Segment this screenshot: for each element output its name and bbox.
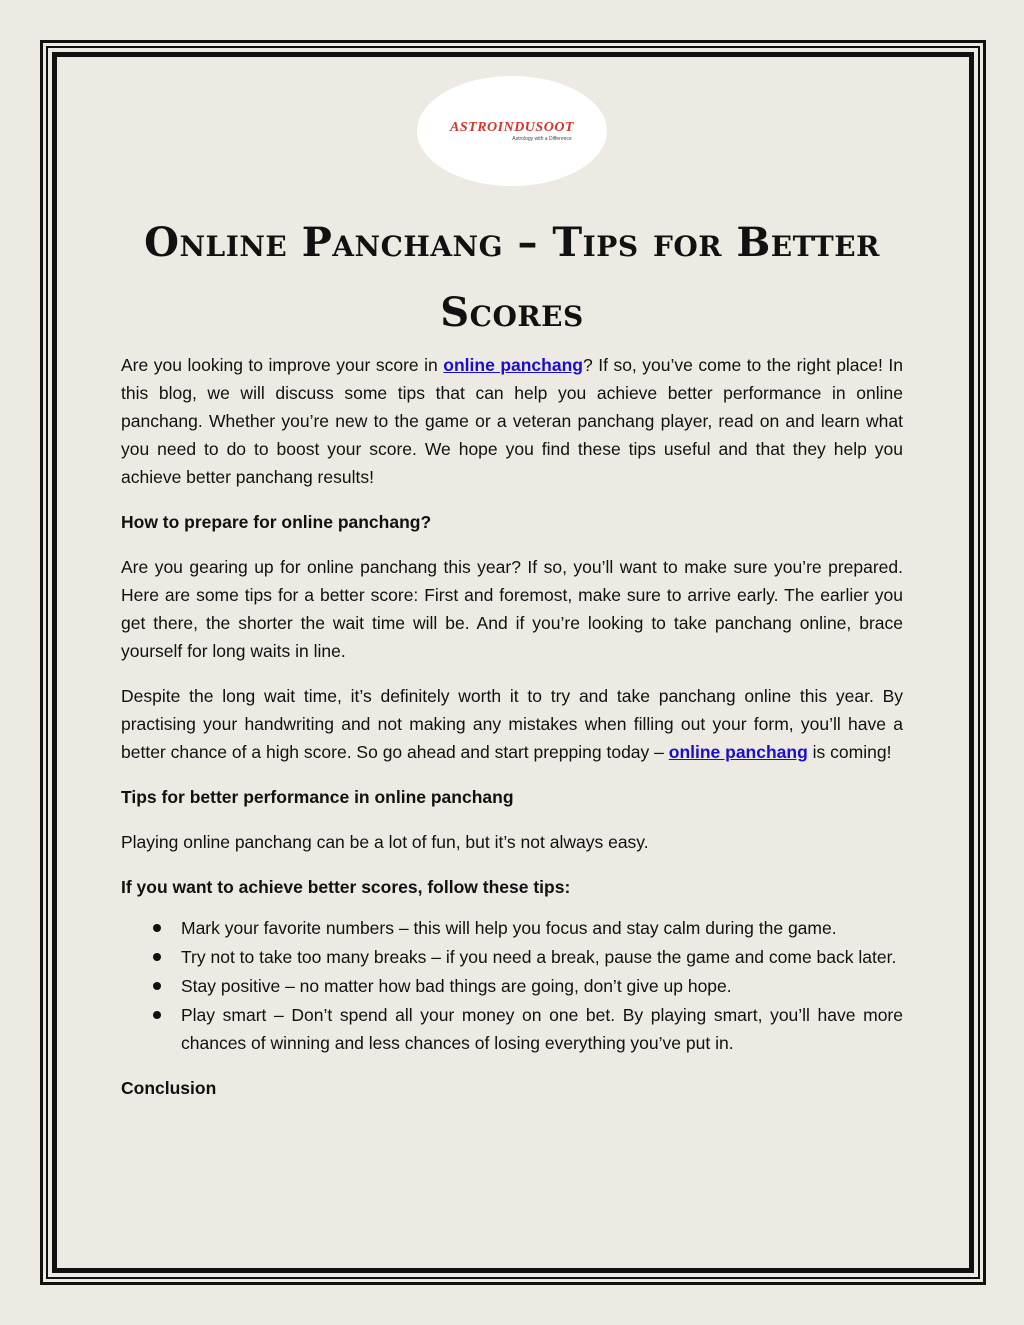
prepare-paragraph-1: Are you gearing up for online panchang this year? If so, you’ll want to make sure you’re prepared. Here are some tips for a better score: First and foremost, make sure to arrive early. The earlier you get there, the shorter the wait time will be. And if you’re looking to take panchang online, brace yourself for long waits in line.: [121, 557, 903, 661]
bullet-icon: [153, 953, 161, 961]
article-body: [121, 351, 903, 1119]
list-item: [121, 914, 903, 942]
page-title: Online Panchang – Tips for Better Scores: [144, 219, 880, 336]
bullet-icon: [153, 982, 161, 990]
tips-intro-paragraph: Playing online panchang can be a lot of fun, but it’s not always easy.: [121, 832, 649, 852]
list-item: [121, 943, 903, 971]
online-panchang-link[interactable]: online panchang: [443, 355, 583, 375]
tips-subheading: If you want to achieve better scores, follow these tips:: [121, 877, 571, 897]
logo-tagline: Astrology with a Difference: [512, 135, 572, 142]
section-heading-tips: Tips for better performance in online panchang: [121, 787, 514, 807]
tip-text: Try not to take too many breaks – if you need a break, pause the game and come back later.: [181, 947, 897, 967]
logo-wordmark: ASTROINDUSOOT: [450, 119, 574, 135]
bullet-icon: [153, 924, 161, 932]
list-item: [121, 1001, 903, 1057]
bullet-icon: [153, 1011, 161, 1019]
tip-text: Mark your favorite numbers – this will help you focus and stay calm during the game.: [181, 918, 837, 938]
prepare-text-end: is coming!: [807, 742, 892, 762]
conclusion-heading: Conclusion: [121, 1078, 217, 1098]
intro-text-start: Are you looking to improve your score in: [121, 355, 444, 375]
tip-text: Play smart – Don’t spend all your money on one bet. By playing smart, you’ll have more chances of winning and less chances of losing everything you’ve put in.: [181, 1005, 903, 1053]
online-panchang-link-2[interactable]: online panchang: [668, 742, 808, 762]
tip-text: Stay positive – no matter how bad things are going, don’t give up hope.: [181, 976, 732, 996]
intro-paragraph: [121, 351, 903, 491]
tips-list: [121, 914, 903, 1057]
list-item: [121, 972, 903, 1000]
section-heading-prepare: How to prepare for online panchang?: [121, 512, 432, 532]
astroindusoot-logo: [417, 76, 607, 186]
intro-text-end: ? If so, you’ve come to the right place! In this blog, we will discuss some tips that can help you achieve better performance in online panchang. Whether you’re new to the game or a veteran panchang player, read on and learn what you need to do to boost your score. We hope you find these tips useful and that they help you achieve better panchang results!: [121, 355, 903, 487]
prepare-paragraph-2: [121, 682, 903, 766]
prepare-text-start: Despite the long wait time, it’s definitely worth it to try and take panchang online this year. By practising your handwriting and not making any mistakes when filling out your form, you’ll have a better chance of a high score. So go ahead and start prepping today –: [121, 686, 903, 762]
